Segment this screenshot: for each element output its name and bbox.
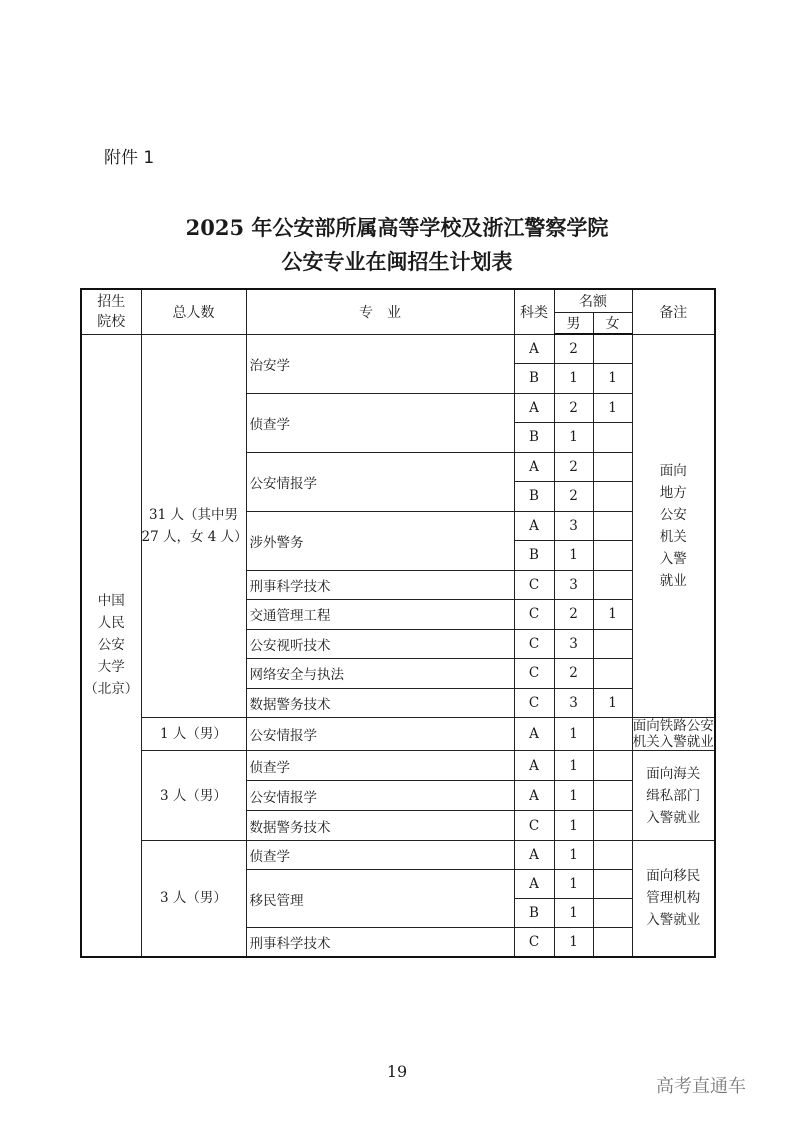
- major-cell: 刑事科学技术: [246, 570, 514, 600]
- male-cell: 1: [554, 811, 593, 841]
- female-cell: 1: [593, 688, 632, 718]
- category-cell: A: [514, 393, 554, 423]
- male-cell: 1: [554, 423, 593, 453]
- major-cell: 网络安全与执法: [246, 659, 514, 689]
- male-cell: 3: [554, 570, 593, 600]
- category-cell: C: [514, 600, 554, 630]
- major-cell: 涉外警务: [246, 511, 514, 570]
- major-cell: 数据警务技术: [246, 688, 514, 718]
- major-cell: 交通管理工程: [246, 600, 514, 630]
- category-cell: A: [514, 334, 554, 364]
- group-remark: 面向铁路公安 机关入警就业: [632, 718, 714, 750]
- group-remark: 面向海关 缉私部门 入警就业: [632, 751, 715, 841]
- major-cell: 公安情报学: [246, 718, 514, 751]
- table-row: [81, 718, 715, 751]
- female-cell: [593, 452, 632, 482]
- female-cell: [593, 570, 632, 600]
- major-cell: 侦查学: [246, 393, 514, 452]
- enrollment-plan-table: [80, 288, 716, 958]
- male-cell: 2: [554, 452, 593, 482]
- attachment-label: 附件 1: [104, 148, 155, 168]
- group-total: 3 人（男）: [141, 751, 246, 841]
- female-cell: [593, 334, 632, 364]
- female-cell: [593, 629, 632, 659]
- header-major: 专 业: [246, 289, 514, 334]
- major-cell: 移民管理: [246, 870, 514, 928]
- male-cell: 3: [554, 511, 593, 541]
- major-cell: 侦查学: [246, 841, 514, 870]
- category-cell: A: [514, 781, 554, 811]
- header-category: 科类: [514, 289, 554, 334]
- category-cell: B: [514, 423, 554, 453]
- major-cell: 治安学: [246, 334, 514, 393]
- category-cell: A: [514, 452, 554, 482]
- header-female: 女: [593, 312, 632, 334]
- category-cell: A: [514, 511, 554, 541]
- table-row: [81, 751, 715, 781]
- major-cell: 刑事科学技术: [246, 928, 514, 957]
- male-cell: 3: [554, 629, 593, 659]
- female-cell: [593, 751, 632, 781]
- header-total: 总人数: [141, 289, 246, 334]
- category-cell: B: [514, 482, 554, 512]
- major-cell: 数据警务技术: [246, 811, 514, 841]
- female-cell: [593, 811, 632, 841]
- category-cell: C: [514, 928, 554, 957]
- female-cell: [593, 870, 632, 899]
- male-cell: 1: [554, 928, 593, 957]
- female-cell: [593, 781, 632, 811]
- male-cell: 2: [554, 482, 593, 512]
- female-cell: [593, 899, 632, 928]
- major-cell: 公安视听技术: [246, 629, 514, 659]
- male-cell: 1: [554, 541, 593, 571]
- page-title-line1: 2025 年公安部所属高等学校及浙江警察学院: [185, 215, 609, 240]
- male-cell: 1: [554, 718, 593, 751]
- school-name: 中国 人民 公安 大学 （北京）: [81, 334, 141, 957]
- male-cell: 3: [554, 688, 593, 718]
- male-cell: 2: [554, 334, 593, 364]
- watermark-text: 高考直通车: [656, 1076, 746, 1097]
- male-cell: 2: [554, 600, 593, 630]
- male-cell: 1: [554, 870, 593, 899]
- female-cell: [593, 659, 632, 689]
- category-cell: B: [514, 899, 554, 928]
- female-cell: [593, 841, 632, 870]
- group-remark: 面向移民 管理机构 入警就业: [632, 841, 715, 957]
- male-cell: 1: [554, 899, 593, 928]
- female-cell: [593, 928, 632, 957]
- category-cell: C: [514, 659, 554, 689]
- header-male: 男: [554, 312, 593, 334]
- category-cell: B: [514, 541, 554, 571]
- group-total: 3 人（男）: [141, 841, 246, 957]
- male-cell: 1: [554, 364, 593, 394]
- group-total: 31 人（其中男 27 人，女 4 人）: [141, 334, 246, 718]
- category-cell: C: [514, 570, 554, 600]
- female-cell: 1: [593, 364, 632, 394]
- category-cell: A: [514, 718, 554, 751]
- female-cell: 1: [593, 600, 632, 630]
- female-cell: [593, 541, 632, 571]
- group-total: 1 人（男）: [141, 718, 246, 751]
- major-cell: 公安情报学: [246, 781, 514, 811]
- category-cell: A: [514, 870, 554, 899]
- page-number: 19: [386, 1062, 408, 1081]
- female-cell: [593, 511, 632, 541]
- male-cell: 1: [554, 841, 593, 870]
- header-remark: 备注: [632, 289, 715, 334]
- female-cell: 1: [593, 393, 632, 423]
- category-cell: C: [514, 811, 554, 841]
- category-cell: C: [514, 688, 554, 718]
- male-cell: 2: [554, 393, 593, 423]
- category-cell: A: [514, 841, 554, 870]
- female-cell: [593, 482, 632, 512]
- category-cell: B: [514, 364, 554, 394]
- major-cell: 侦查学: [246, 751, 514, 781]
- table-row: [81, 841, 715, 870]
- major-cell: 公安情报学: [246, 452, 514, 511]
- male-cell: 1: [554, 781, 593, 811]
- female-cell: [593, 423, 632, 453]
- page-title-line2: 公安专业在闽招生计划表: [281, 249, 513, 274]
- male-cell: 2: [554, 659, 593, 689]
- group-remark: 面向 地方 公安 机关 入警 就业: [632, 334, 715, 718]
- header-school: 招生 院校: [81, 289, 141, 334]
- male-cell: 1: [554, 751, 593, 781]
- category-cell: C: [514, 629, 554, 659]
- female-cell: [593, 718, 632, 751]
- category-cell: A: [514, 751, 554, 781]
- header-quota: 名额: [554, 289, 632, 312]
- table-row: [81, 334, 715, 364]
